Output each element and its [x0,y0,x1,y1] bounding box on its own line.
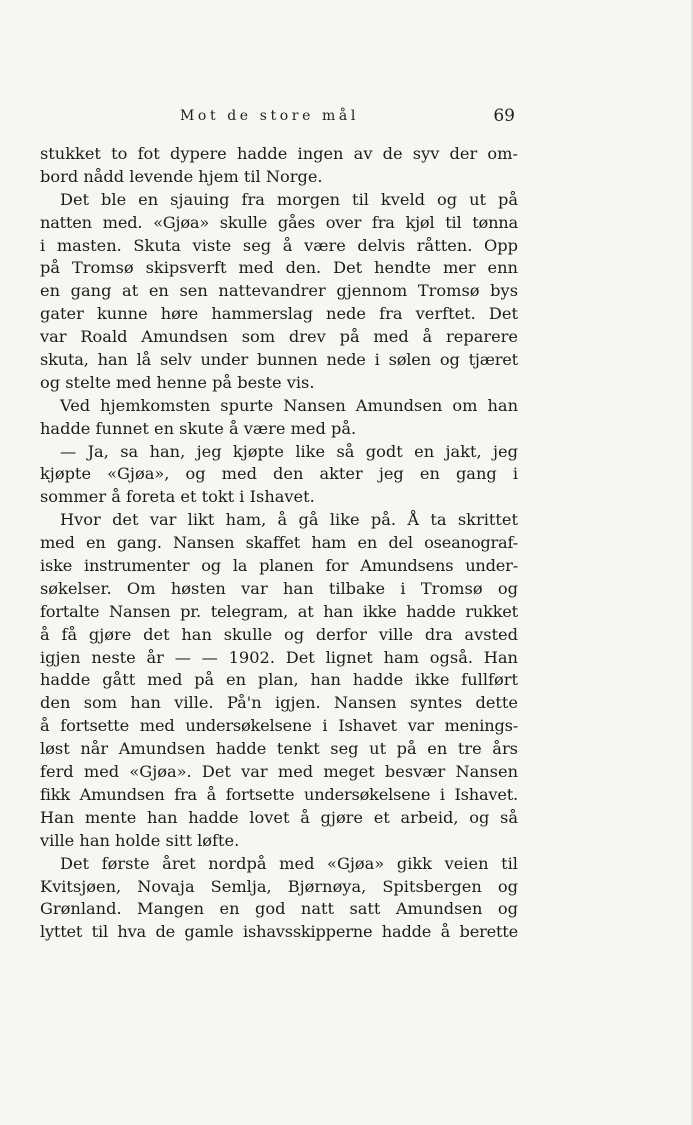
text-line: Grønland. Mangen en god natt satt Amundsen og [40,899,518,919]
text-line: hadde funnet en skute å være med på. [40,418,357,438]
text-line: Det første året nordpå med «Gjøa» gikk veien til [60,853,518,873]
body-text [40,143,518,944]
text-line: iske instrumenter og la planen for Amundsens under- [40,556,518,576]
running-title: Mot de store mål [180,108,359,124]
text-line: kjøpte «Gjøa», og med den akter jeg en gang i [40,464,518,484]
text-line: i masten. Skuta viste seg å være delvis råtten. Opp [40,235,518,255]
text-line: Det ble en sjauing fra morgen til kveld og ut på [60,189,518,209]
text-line: ville han holde sitt løfte. [40,830,240,850]
text-line: stukket to fot dypere hadde ingen av de syv der om- [40,144,518,163]
text-line: på Tromsø skipsverft med den. Det hendte mer enn [40,258,518,278]
text-line: skuta, han lå selv under bunnen nede i sølen og tjæret [40,350,518,370]
text-line: den som han ville. På'n igjen. Nansen syntes dette [40,693,518,713]
text-line: Han mente han hadde lovet å gjøre et arbeid, og så [40,807,518,827]
text-line: natten med. «Gjøa» skulle gåes over fra kjøl til tønna [40,212,518,232]
text-line: ferd med «Gjøa». Det var med meget besvær Nansen [40,762,518,782]
text-line: og stelte med henne på beste vis. [40,372,315,392]
text-line: med en gang. Nansen skaffet ham en del oseanograf- [40,533,518,553]
page-number: 69 [493,106,515,126]
text-line: gater kunne høre hammerslag nede fra verftet. Det [40,304,518,324]
text-line: fortalte Nansen pr. telegram, at han ikke hadde rukket [40,601,518,621]
text-line: Kvitsjøen, Novaja Semlja, Bjørnøya, Spitsbergen og [40,876,518,896]
text-line: var Roald Amundsen som drev på med å reparere [40,327,518,347]
text-line: en gang at en sen nattevandrer gjennom Tromsø bys [40,281,518,301]
text-line: Ved hjemkomsten spurte Nansen Amundsen om han [60,395,518,415]
text-line: Hvor det var likt ham, å gå like på. Å ta skrittet [60,510,518,530]
running-header [40,106,515,130]
text-line: å fortsette med undersøkelsene i Ishavet var menings- [40,716,518,736]
text-line: søkelser. Om høsten var han tilbake i Tromsø og [40,578,518,598]
text-line: løst når Amundsen hadde tenkt seg ut på en tre års [40,739,518,759]
text-line: å få gjøre det han skulle og derfor ville dra avsted [40,624,518,644]
text-line: igjen neste år — — 1902. Det lignet ham også. Han [40,647,518,667]
text-line: hadde gått med på en plan, han hadde ikke fullført [40,670,518,690]
text-line: fikk Amundsen fra å fortsette undersøkelsene i Ishavet. [40,784,518,804]
text-line: bord nådd levende hjem til Norge. [40,166,323,186]
text-line: — Ja, sa han, jeg kjøpte like så godt en jakt, jeg [60,441,518,461]
text-line: sommer å foreta et tokt i Ishavet. [40,487,315,507]
text-line: lyttet til hva de gamle ishavsskipperne hadde å berette [40,922,518,942]
